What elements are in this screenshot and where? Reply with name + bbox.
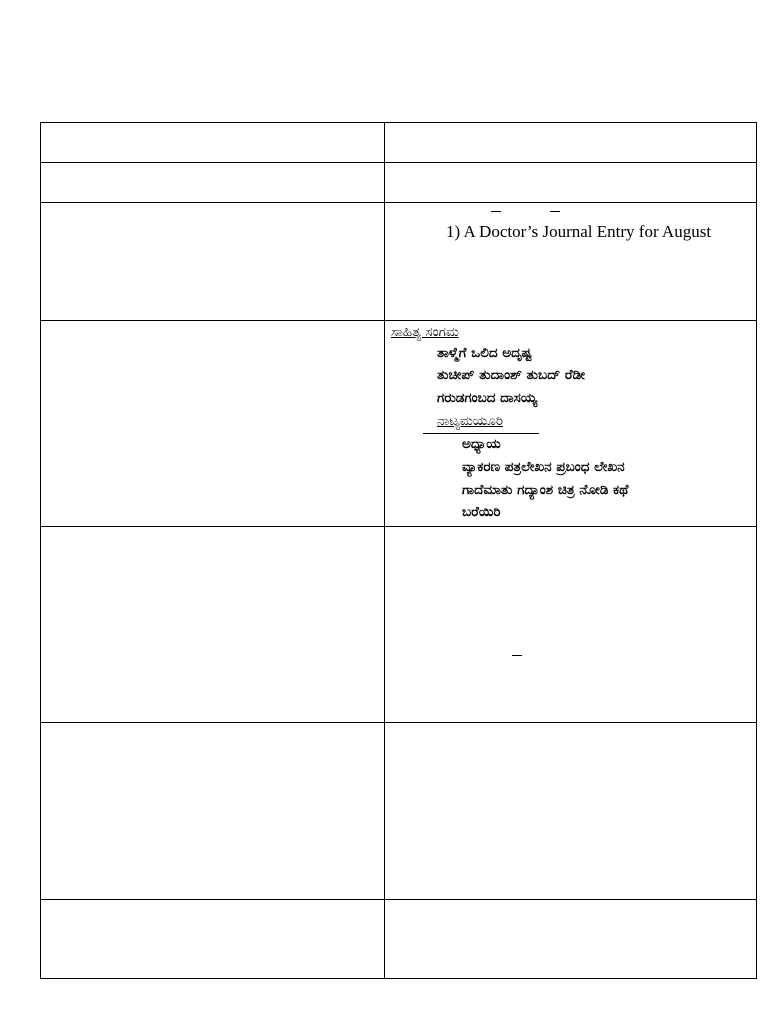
lesson-item: ತಾಳ್ಮೆಗೆ ಒಲಿದ ಅದೃಷ್ಟ: [437, 345, 532, 361]
table-cell: [41, 163, 385, 203]
sub-item: ವ್ಯಾಕರಣ ಪತ್ರಲೇಖನ ಪ್ರಬಂಧ ಲೇಖನ: [462, 459, 625, 475]
table-row: [41, 203, 757, 321]
table-cell: [385, 203, 757, 321]
table-cell: [385, 123, 757, 163]
journal-entry-text: 1) A Doctor’s Journal Entry for August: [446, 222, 712, 241]
table-cell: [41, 723, 385, 900]
lesson-item: ತುಚೀಪ್ ತುದಾಂಶ್ ತುಬದ್ ರೆಡೀ: [437, 367, 585, 383]
sub-item: ಅಧ್ಯಾಯ: [462, 436, 501, 452]
dash-mark: [491, 211, 501, 212]
table-cell: [385, 527, 757, 723]
underline-rule: [423, 433, 539, 434]
table-cell: [41, 527, 385, 723]
table-row: [41, 163, 757, 203]
dash-mark: [550, 211, 560, 212]
table-cell: [41, 123, 385, 163]
section-title: ಸಾಹಿತ್ಯ ಸಂಗಮ: [391, 324, 459, 340]
table-cell: [41, 321, 385, 527]
table-cell: [385, 900, 757, 979]
table-cell: [41, 203, 385, 321]
table-cell: [385, 723, 757, 900]
table-cell: [385, 321, 757, 527]
lesson-item: ಗರುಡಗಂಬದ ದಾಸಯ್ಯ: [437, 390, 538, 406]
table-row: [41, 900, 757, 979]
sub-item: ಬರೆಯಿರಿ: [462, 504, 501, 520]
table-row: [41, 723, 757, 900]
subsection-title: ನಾಟ್ಯಮಯೂರಿ: [437, 413, 503, 429]
table-cell: [41, 900, 385, 979]
table-row: [41, 321, 757, 527]
table-cell: [385, 163, 757, 203]
table-row: [41, 123, 757, 163]
table-row: [41, 527, 757, 723]
syllabus-table: [40, 122, 757, 979]
dash-mark: [512, 655, 522, 656]
sub-item: ಗಾದೆಮಾತು ಗದ್ಯಾಂಶ ಚಿತ್ರ ನೋಡಿ ಕಥೆ: [462, 482, 629, 498]
